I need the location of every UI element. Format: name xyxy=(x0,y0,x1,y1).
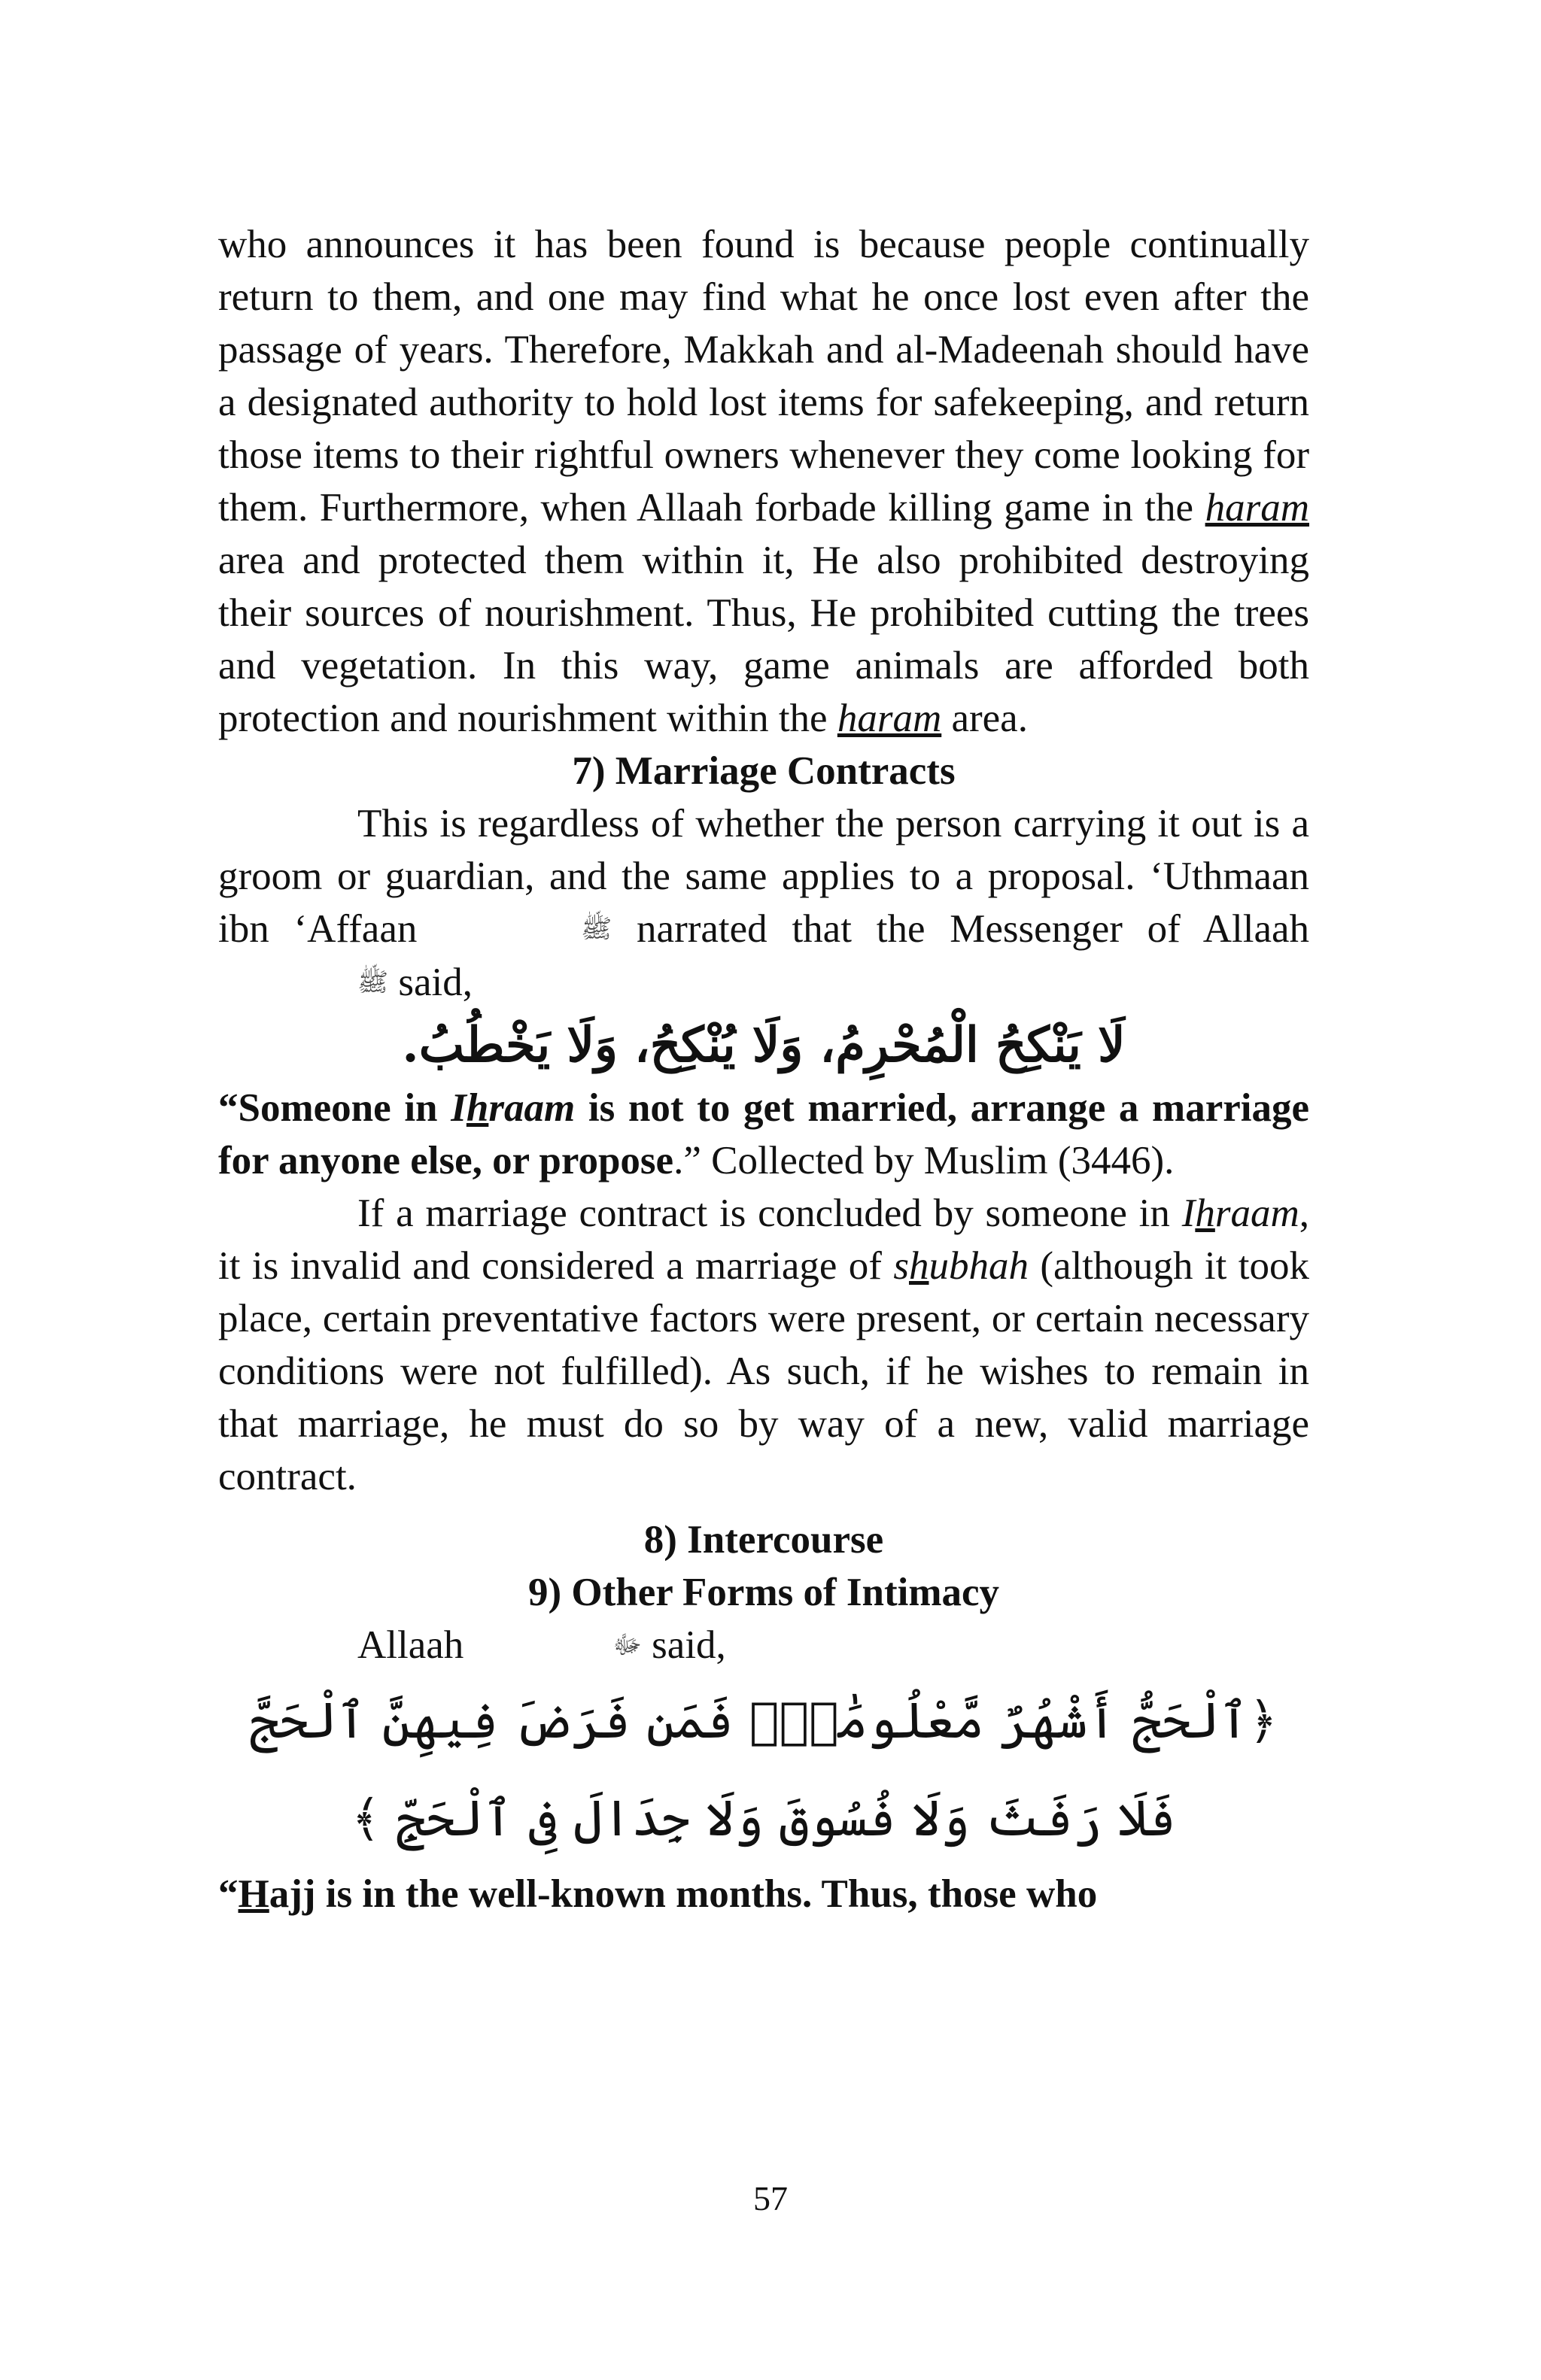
text-segment: (although it took place, certain preventative factors were present, or certain necessary conditions were not fulfilled). As such, if he wishes to remain in that marriage, he must do so by way of a new, valid marriage contract. xyxy=(218,1244,1309,1498)
text-segment: ajj is in the well-known months. Thus, those who xyxy=(269,1872,1098,1916)
paragraph-invalid-contract xyxy=(218,1187,1309,1503)
heading-marriage-contracts: 7) Marriage Contracts xyxy=(572,749,956,793)
text-segment: area. xyxy=(941,697,1028,740)
quran-verse-line-2: فَلَا رَفَثَ وَلَا فُسُوقَ وَلَا جِدَالَ فِى ٱلْحَجِّ ﴾ xyxy=(351,1790,1176,1847)
text-segment: h xyxy=(1195,1192,1215,1235)
text-segment: said, xyxy=(641,1623,726,1667)
text-segment: , it is invalid and considered a marriage of xyxy=(218,1192,1309,1288)
text-segment: I xyxy=(1181,1192,1196,1235)
page-number: 57 xyxy=(753,2179,788,2218)
text-segment: s xyxy=(893,1244,909,1288)
text-segment: “Someone in xyxy=(218,1086,451,1130)
quran-verse-line-1: ﴿ٱلْحَجُّ أَشْهُرٌ مَّعْلُومَٰتٌۚ فَمَن فَرَضَ فِيهِنَّ ٱلْحَجَّ xyxy=(249,1692,1278,1750)
text-segment: who announces it has been found is because people continually return to them, and one may find what he once lost even after the passage of years. Therefore, Makkah and al-Madeenah should have a designated authority to hold lost items for safekeeping, and return those items to their rightful owners whenever they come looking for them. Furthermore, when Allaah forbade killing game in the xyxy=(218,223,1309,530)
heading-intercourse: 8) Intercourse xyxy=(643,1518,884,1562)
honorific-glyph: ﷺ xyxy=(357,969,389,997)
honorific-glyph: ﷻ xyxy=(612,1632,642,1659)
page-content xyxy=(218,218,1309,1920)
text-segment: Allaah xyxy=(357,1623,474,1667)
text-segment: h xyxy=(908,1244,929,1288)
hadith-translation xyxy=(218,1082,1309,1187)
text-segment: This is regardless of whether the person carrying it out is a groom or guardian, and the same applies to a proposal. ‘Uthmaan ibn ‘Affaan xyxy=(218,802,1309,951)
text-segment: area and protected them within it, He also prohibited destroying their sources of nourishment. Thus, He prohibited cutting the trees and vegetation. In this way, game animals are afforded both protection and nourishment within the xyxy=(218,539,1309,740)
paragraph-marriage-intro xyxy=(218,797,1309,1009)
text-segment: said, xyxy=(388,961,473,1004)
text-segment: raam xyxy=(1214,1192,1299,1235)
text-segment: If a marriage contract is concluded by someone in xyxy=(357,1192,1182,1235)
term-haram: haram xyxy=(1205,486,1309,530)
honorific-glyph: ﷺ xyxy=(581,915,612,943)
citation: .” Collected by Muslim (3446). xyxy=(673,1139,1175,1182)
text-segment: I xyxy=(451,1086,467,1130)
text-segment: H xyxy=(238,1872,269,1916)
text-segment: raam xyxy=(488,1086,576,1130)
paragraph-lost-items xyxy=(218,218,1309,745)
text-segment: ubhah xyxy=(929,1244,1029,1288)
arabic-hadith: لَا يَنْكِحُ الْمُحْرِمُ، وَلَا يُنْكِحُ، وَلَا يَخْطُبُ. xyxy=(402,1017,1126,1073)
text-segment: h xyxy=(466,1086,489,1130)
text-segment: narrated that the Messenger of Allaah xyxy=(612,907,1309,951)
verse-translation xyxy=(218,1868,1309,1920)
heading-other-forms-of-intimacy: 9) Other Forms of Intimacy xyxy=(527,1571,1000,1614)
text-segment: is not to get married, arrange a marriage for anyone else, or propose xyxy=(218,1086,1310,1182)
paragraph-allaah-said xyxy=(218,1619,1309,1672)
term-haram: haram xyxy=(837,697,942,740)
text-segment: “ xyxy=(218,1872,239,1916)
